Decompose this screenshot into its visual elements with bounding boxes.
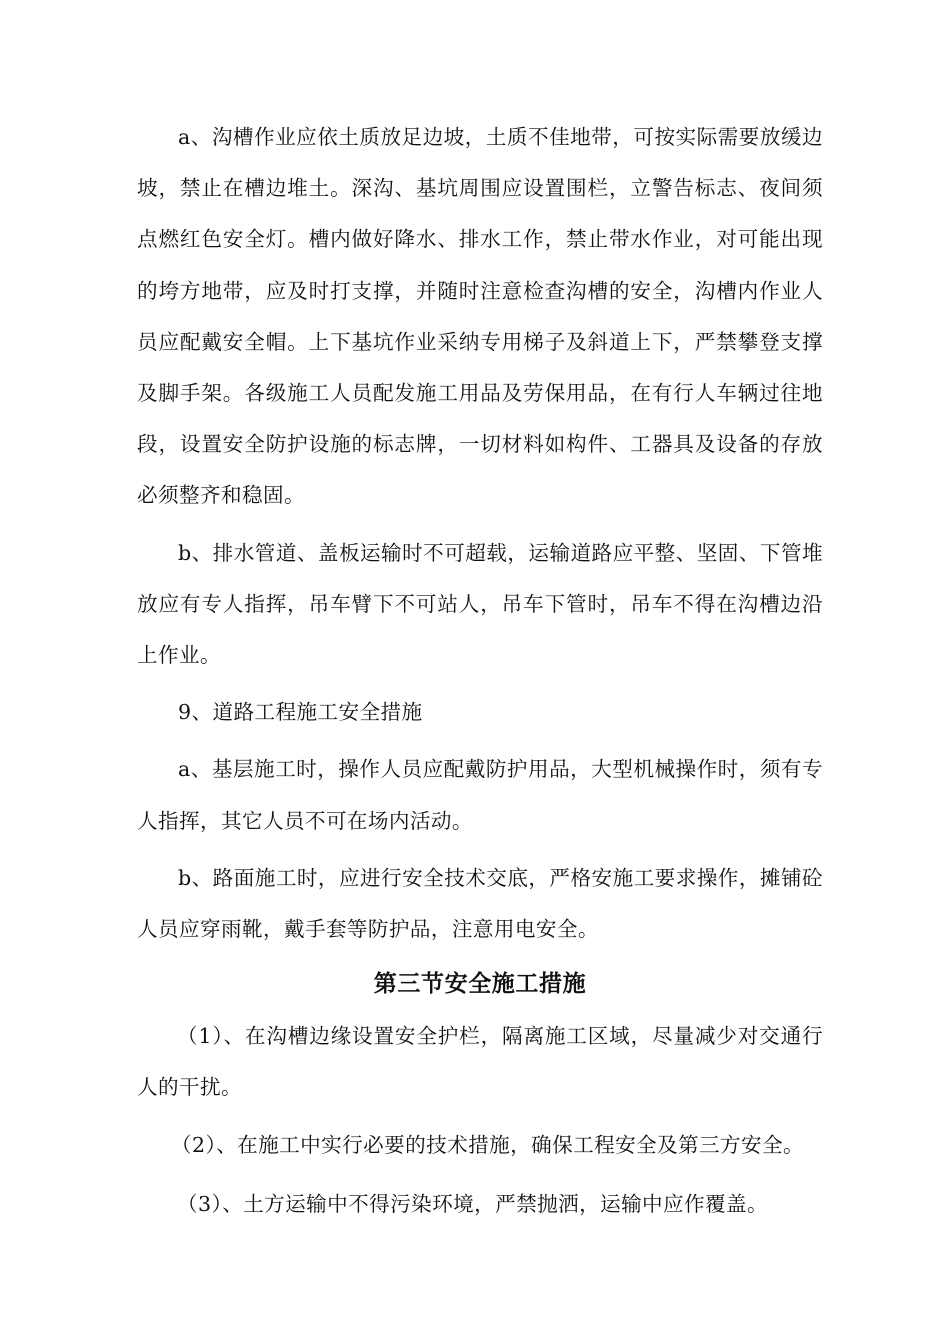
measure-item-2: （2）、在施工中实行必要的技术措施，确保工程安全及第三方安全。 <box>171 1132 805 1157</box>
document-body <box>137 112 823 1236</box>
paragraph-trench-safety: a、沟槽作业应依土质放足边坡，土质不佳地带，可按实际需要放缓边坡，禁止在槽边堆土。深沟、基坑周围应设置围栏，立警告标志、夜间须点燃红色安全灯。槽内做好降水、排水工作，禁止带水作业，对可能出现的垮方地带，应及时打支撑，并随时注意检查沟槽的安全，沟槽内作业人员应配戴安全帽。上下基坑作业采纳专用梯子及斜道上下，严禁攀登支撑及脚手架。各级施工人员配发施工用品及劳保用品，在有行人车辆过往地段，设置安全防护设施的标志牌，一切材料如构件、工器具及设备的存放必须整齐和稳固。 <box>137 125 823 508</box>
paragraph-pavement-construction: b、路面施工时，应进行安全技术交底，严格安施工要求操作，摊铺砼人员应穿雨靴，戴手套等防护品，注意用电安全。 <box>137 865 823 942</box>
measure-item-1: （1）、在沟槽边缘设置安全护栏，隔离施工区域，尽量减少对交通行人的干扰。 <box>137 1024 823 1100</box>
measure-item-3: （3）、土方运输中不得污染环境，严禁抛洒，运输中应作覆盖。 <box>177 1191 769 1216</box>
section-title: 第三节安全施工措施 <box>373 970 587 998</box>
paragraph-pipe-transport: b、排水管道、盖板运输时不可超载，运输道路应平整、坚固、下管堆放应有专人指挥，吊车臂下不可站人，吊车下管时，吊车不得在沟槽边沿上作业。 <box>137 540 823 668</box>
subheading-road-safety: 9、道路工程施工安全措施 <box>178 700 423 725</box>
paragraph-base-construction: a、基层施工时，操作人员应配戴防护用品，大型机械操作时，须有专人指挥，其它人员不可在场内活动。 <box>137 757 823 833</box>
